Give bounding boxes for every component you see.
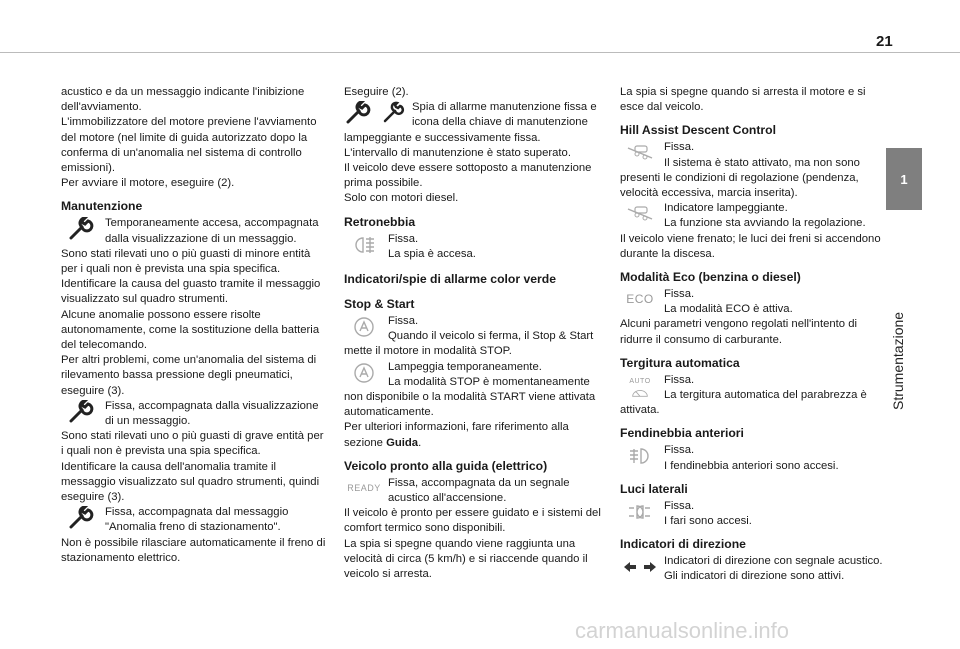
section-heading-wiper: Tergitura automatica xyxy=(620,355,740,370)
paragraph: Il veicolo è pronto per essere guidato e i sistemi del comfort termico sono disponibili. xyxy=(344,507,601,535)
paragraph: Identificare la causa dell'anomalia tramite il messaggio visualizzato sul quadro strumenti, quindi eseguire (3). xyxy=(61,460,320,504)
paragraph: L'immobilizzatore del motore previene l'avviamento del motore (nel limite di guida autorizzato dopo la conferma di un'anomalia nel sistema di controllo emissioni). xyxy=(61,116,317,175)
paragraph: I fari sono accesi. xyxy=(664,515,752,528)
paragraph: Il veicolo deve essere sottoposto a manutenzione prima possibile. xyxy=(344,162,592,190)
chapter-sidebar xyxy=(886,148,922,568)
paragraph: L'intervallo di manutenzione è stato superato. xyxy=(344,146,571,159)
paragraph: Per ulteriori informazioni, fare riferimento alla sezione Guida. xyxy=(344,421,569,449)
section-heading-fog: Fendinebbia anteriori xyxy=(620,426,744,441)
stop-start-icon xyxy=(344,315,384,339)
paragraph: Fissa. xyxy=(664,444,695,457)
paragraph: Il sistema è stato attivato, ma non sono presenti le condizioni di regolazione (pendenza, velocità eccessiva, marcia inserita). xyxy=(620,156,860,200)
paragraph: Fissa, accompagnata da un segnale acustico all'accensione. xyxy=(388,476,570,505)
paragraph: La tergitura automatica del parabrezza è attivata. xyxy=(620,389,867,417)
turn-signal-icon xyxy=(620,555,660,579)
paragraph: La modalità ECO è attiva. xyxy=(664,303,793,316)
paragraph: Fissa. xyxy=(664,288,695,301)
paragraph: Il veicolo viene frenato; le luci dei freni si accendono durante la discesa. xyxy=(620,232,881,260)
paragraph: Fissa. xyxy=(388,315,419,328)
page-number: 21 xyxy=(876,33,893,50)
section-heading-stop-start: Stop & Start xyxy=(344,297,415,312)
paragraph: Fissa, accompagnata dalla visualizzazione di un messaggio. xyxy=(105,399,319,428)
wrench-icon xyxy=(61,217,101,241)
paragraph: Fissa, accompagnata dal messaggio "Anomalia freno di stazionamento". xyxy=(105,506,289,534)
section-heading-eco: Modalità Eco (benzina o diesel) xyxy=(620,270,801,285)
auto-wiper-icon: AUTO xyxy=(620,374,660,398)
paragraph: La spia è accesa. xyxy=(388,247,476,260)
paragraph: Non è possibile rilasciare automaticamente il freno di stazionamento elettrico. xyxy=(61,536,326,564)
paragraph: Spia di allarme manutenzione fissa e icona della chiave di manutenzione lampeggiante e successivamente fissa. xyxy=(344,101,597,144)
section-heading-manutenzione: Manutenzione xyxy=(61,199,143,214)
paragraph: Alcuni parametri vengono regolati nell'intento di ridurre il consumo di carburante. xyxy=(620,318,858,346)
paragraph: Sono stati rilevati uno o più guasti di grave entità per i quali non è prevista una spia specifica. xyxy=(61,430,324,458)
ready-icon: READY xyxy=(347,483,381,494)
paragraph: Fissa. xyxy=(664,141,695,154)
paragraph: Solo con motori diesel. xyxy=(344,192,459,205)
paragraph: Eseguire (2). xyxy=(344,86,409,98)
paragraph: La modalità STOP è momentaneamente non disponibile o la modalità START viene attivata automaticamente. xyxy=(344,375,596,419)
paragraph: La spia si spegne quando viene raggiunta una velocità di circa (5 km/h) e si riaccende quando il veicolo si arresta. xyxy=(344,537,588,581)
paragraph: Gli indicatori di direzione sono attivi. xyxy=(664,570,845,583)
paragraph: Quando il veicolo si ferma, il Stop & Start mette il motore in modalità STOP. xyxy=(344,330,594,358)
paragraph: Per altri problemi, come un'anomalia del sistema di rilevamento bassa pressione degli pneumatici, eseguire (3). xyxy=(61,354,317,397)
section-heading-side-lights: Luci laterali xyxy=(620,481,688,496)
watermark: carmanualsonline.info xyxy=(575,618,790,643)
paragraph: Fissa. xyxy=(664,373,695,386)
column-3 xyxy=(620,85,885,585)
wrench-icon xyxy=(61,400,101,424)
wrench-icon xyxy=(61,506,101,530)
front-fog-icon xyxy=(620,444,660,468)
section-heading-hill: Hill Assist Descent Control xyxy=(620,123,776,138)
paragraph: La funzione sta avviando la regolazione. xyxy=(664,217,866,230)
paragraph: Fissa. xyxy=(664,499,695,512)
chapter-label: Strumentazione xyxy=(890,311,906,411)
eco-icon: ECO xyxy=(626,292,654,307)
section-heading-turn: Indicatori di direzione xyxy=(620,537,746,552)
paragraph: Sono stati rilevati uno o più guasti di minore entità per i quali non è prevista una spia specifica. xyxy=(61,247,311,276)
paragraph: acustico e da un messaggio indicante l'inibizione dell'avviamento. xyxy=(61,86,305,114)
guida-ref: Guida xyxy=(386,436,419,449)
section-heading-retronebbia: Retronebbia xyxy=(344,214,416,229)
hill-descent-icon xyxy=(620,202,660,226)
column-2 xyxy=(344,85,609,582)
header-rule xyxy=(0,52,960,53)
rear-fog-icon xyxy=(344,233,384,257)
paragraph: Temporaneamente accesa, accompagnata dalla visualizzazione di un messaggio. xyxy=(105,217,319,245)
paragraph: Indicatore lampeggiante. xyxy=(664,202,788,215)
stop-start-icon xyxy=(344,361,384,385)
paragraph: Lampeggia temporaneamente. xyxy=(388,360,542,373)
paragraph: I fendinebbia anteriori sono accesi. xyxy=(664,459,839,472)
paragraph: La spia si spegne quando si arresta il motore e si esce dal veicolo. xyxy=(620,86,866,114)
paragraph: Per avviare il motore, eseguire (2). xyxy=(61,177,235,190)
paragraph: Alcune anomalie possono essere risolte autonomamente, come la sostituzione della batteria del telecomando. xyxy=(61,308,320,352)
wrench-pair-icon xyxy=(344,101,408,125)
paragraph: Identificare la causa del guasto tramite il messaggio visualizzato sul quadro strumenti. xyxy=(61,278,321,306)
chapter-tab[interactable]: 1 xyxy=(886,148,922,210)
hill-descent-icon xyxy=(620,141,660,165)
side-lights-icon xyxy=(620,500,660,524)
paragraph: Indicatori di direzione con segnale acustico. xyxy=(664,555,883,568)
column-1 xyxy=(61,85,326,566)
section-heading-ready: Veicolo pronto alla guida (elettrico) xyxy=(344,458,548,473)
section-heading-green: Indicatori/spie di allarme color verde xyxy=(344,272,557,287)
paragraph: Fissa. xyxy=(388,232,419,245)
